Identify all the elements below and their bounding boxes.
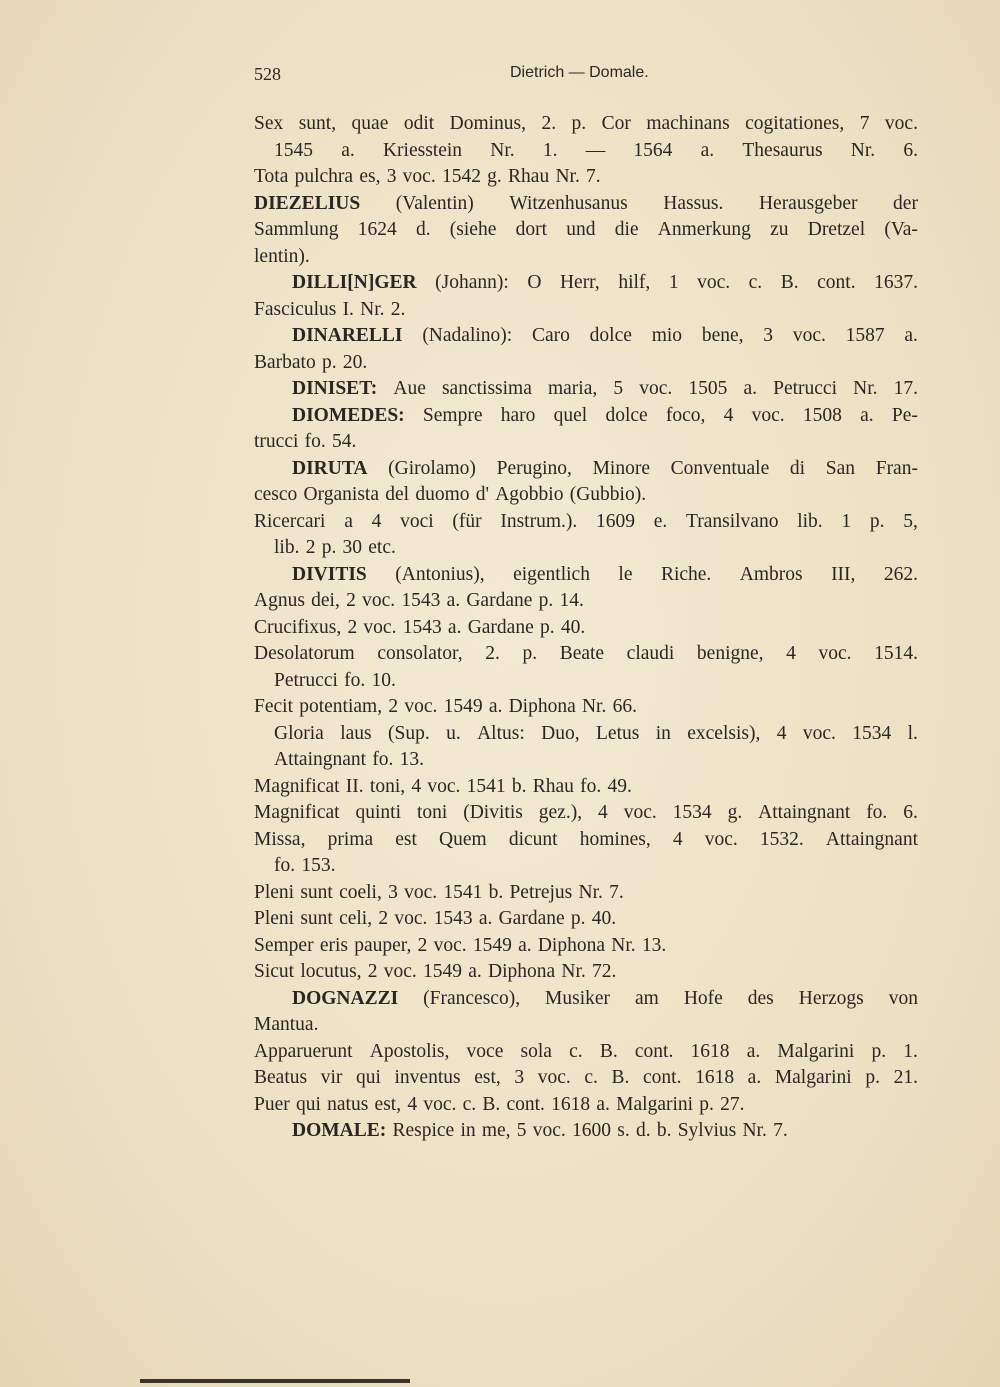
text-line: Petrucci fo. 10. (274, 669, 396, 691)
text-line: DIVITIS (Antonius), eigentlich le Riche. Ambros III, 262. (292, 563, 918, 585)
text-line: Semper eris pauper, 2 voc. 1549 a. Diphona Nr. 13. (254, 934, 667, 956)
text-line: Puer qui natus est, 4 voc. c. B. cont. 1618 a. Malgarini p. 27. (254, 1093, 745, 1115)
text-line: lib. 2 p. 30 etc. (274, 537, 396, 558)
page-number: 528 (254, 64, 281, 84)
text-line: Mantua. (254, 1014, 319, 1035)
text-line: Attaingnant fo. 13. (274, 749, 425, 770)
text-line: Sammlung 1624 d. (siehe dort und die Anmerkung zu Dretzel (Va- (254, 219, 918, 240)
text-line: DIOMEDES: Sempre haro quel dolce foco, 4 voc. 1508 a. Pe- (292, 404, 918, 426)
text-line: Magnificat II. toni, 4 voc. 1541 b. Rhau fo. 49. (254, 775, 632, 797)
entries-text (254, 111, 918, 1145)
text-line: DINARELLI (Nadalino): Caro dolce mio bene, 3 voc. 1587 a. (292, 325, 918, 346)
text-line: DOMALE: Respice in me, 5 voc. 1600 s. d. b. Sylvius Nr. 7. (292, 1120, 788, 1141)
text-line: cesco Organista del duomo d' Agobbio (Gubbio). (254, 484, 647, 505)
text-line: DILLI[N]GER (Johann): O Herr, hilf, 1 voc. c. B. cont. 1637. (292, 272, 918, 293)
scan-edge-mark (140, 1379, 410, 1383)
text-line: Fasciculus I. Nr. 2. (254, 298, 406, 320)
page-header (254, 64, 918, 94)
text-line: Ricercari a 4 voci (für Instrum.). 1609 e. Transilvano lib. 1 p. 5, (254, 510, 918, 532)
text-line: Crucifixus, 2 voc. 1543 a. Gardane p. 40. (254, 616, 586, 638)
text-line: Barbato p. 20. (254, 351, 368, 373)
text-line: DIEZELIUS (Valentin) Witzenhusanus Hassus. Herausgeber der (254, 192, 918, 214)
running-title: Dietrich — Domale. (510, 64, 649, 81)
text-line: Beatus vir qui inventus est, 3 voc. c. B. cont. 1618 a. Malgarini p. 21. (254, 1067, 918, 1088)
text-line: Magnificat quinti toni (Divitis gez.), 4 voc. 1534 g. Attaingnant fo. 6. (254, 802, 918, 823)
text-line: Sicut locutus, 2 voc. 1549 a. Diphona Nr. 72. (254, 961, 617, 982)
text-line: Fecit potentiam, 2 voc. 1549 a. Diphona Nr. 66. (254, 696, 637, 717)
text-line: fo. 153. (274, 855, 336, 876)
text-line: DINISET: Aue sanctissima maria, 5 voc. 1505 a. Petrucci Nr. 17. (292, 378, 918, 399)
text-line: trucci fo. 54. (254, 431, 357, 452)
text-line: Pleni sunt coeli, 3 voc. 1541 b. Petrejus Nr. 7. (254, 881, 624, 903)
text-line: Apparuerunt Apostolis, voce sola c. B. cont. 1618 a. Malgarini p. 1. (254, 1040, 918, 1062)
text-line: Sex sunt, quae odit Dominus, 2. p. Cor machinans cogitationes, 7 voc. (254, 113, 918, 134)
text-line: 1545 a. Kriesstein Nr. 1. — 1564 a. Thesaurus Nr. 6. (274, 139, 918, 161)
text-line: Tota pulchra es, 3 voc. 1542 g. Rhau Nr. 7. (254, 166, 601, 187)
text-line: Agnus dei, 2 voc. 1543 a. Gardane p. 14. (254, 590, 584, 611)
text-line: DIRUTA (Girolamo) Perugino, Minore Conventuale di San Fran- (292, 457, 918, 479)
text-line: DOGNAZZI (Francesco), Musiker am Hofe des Herzogs von (292, 987, 918, 1009)
text-line: Desolatorum consolator, 2. p. Beate claudi benigne, 4 voc. 1514. (254, 643, 918, 664)
text-line: Pleni sunt celi, 2 voc. 1543 a. Gardane p. 40. (254, 908, 617, 929)
text-line: Missa, prima est Quem dicunt homines, 4 voc. 1532. Attaingnant (254, 828, 918, 850)
text-line: lentin). (254, 245, 310, 267)
text-line: Gloria laus (Sup. u. Altus: Duo, Letus in excelsis), 4 voc. 1534 l. (274, 722, 918, 744)
